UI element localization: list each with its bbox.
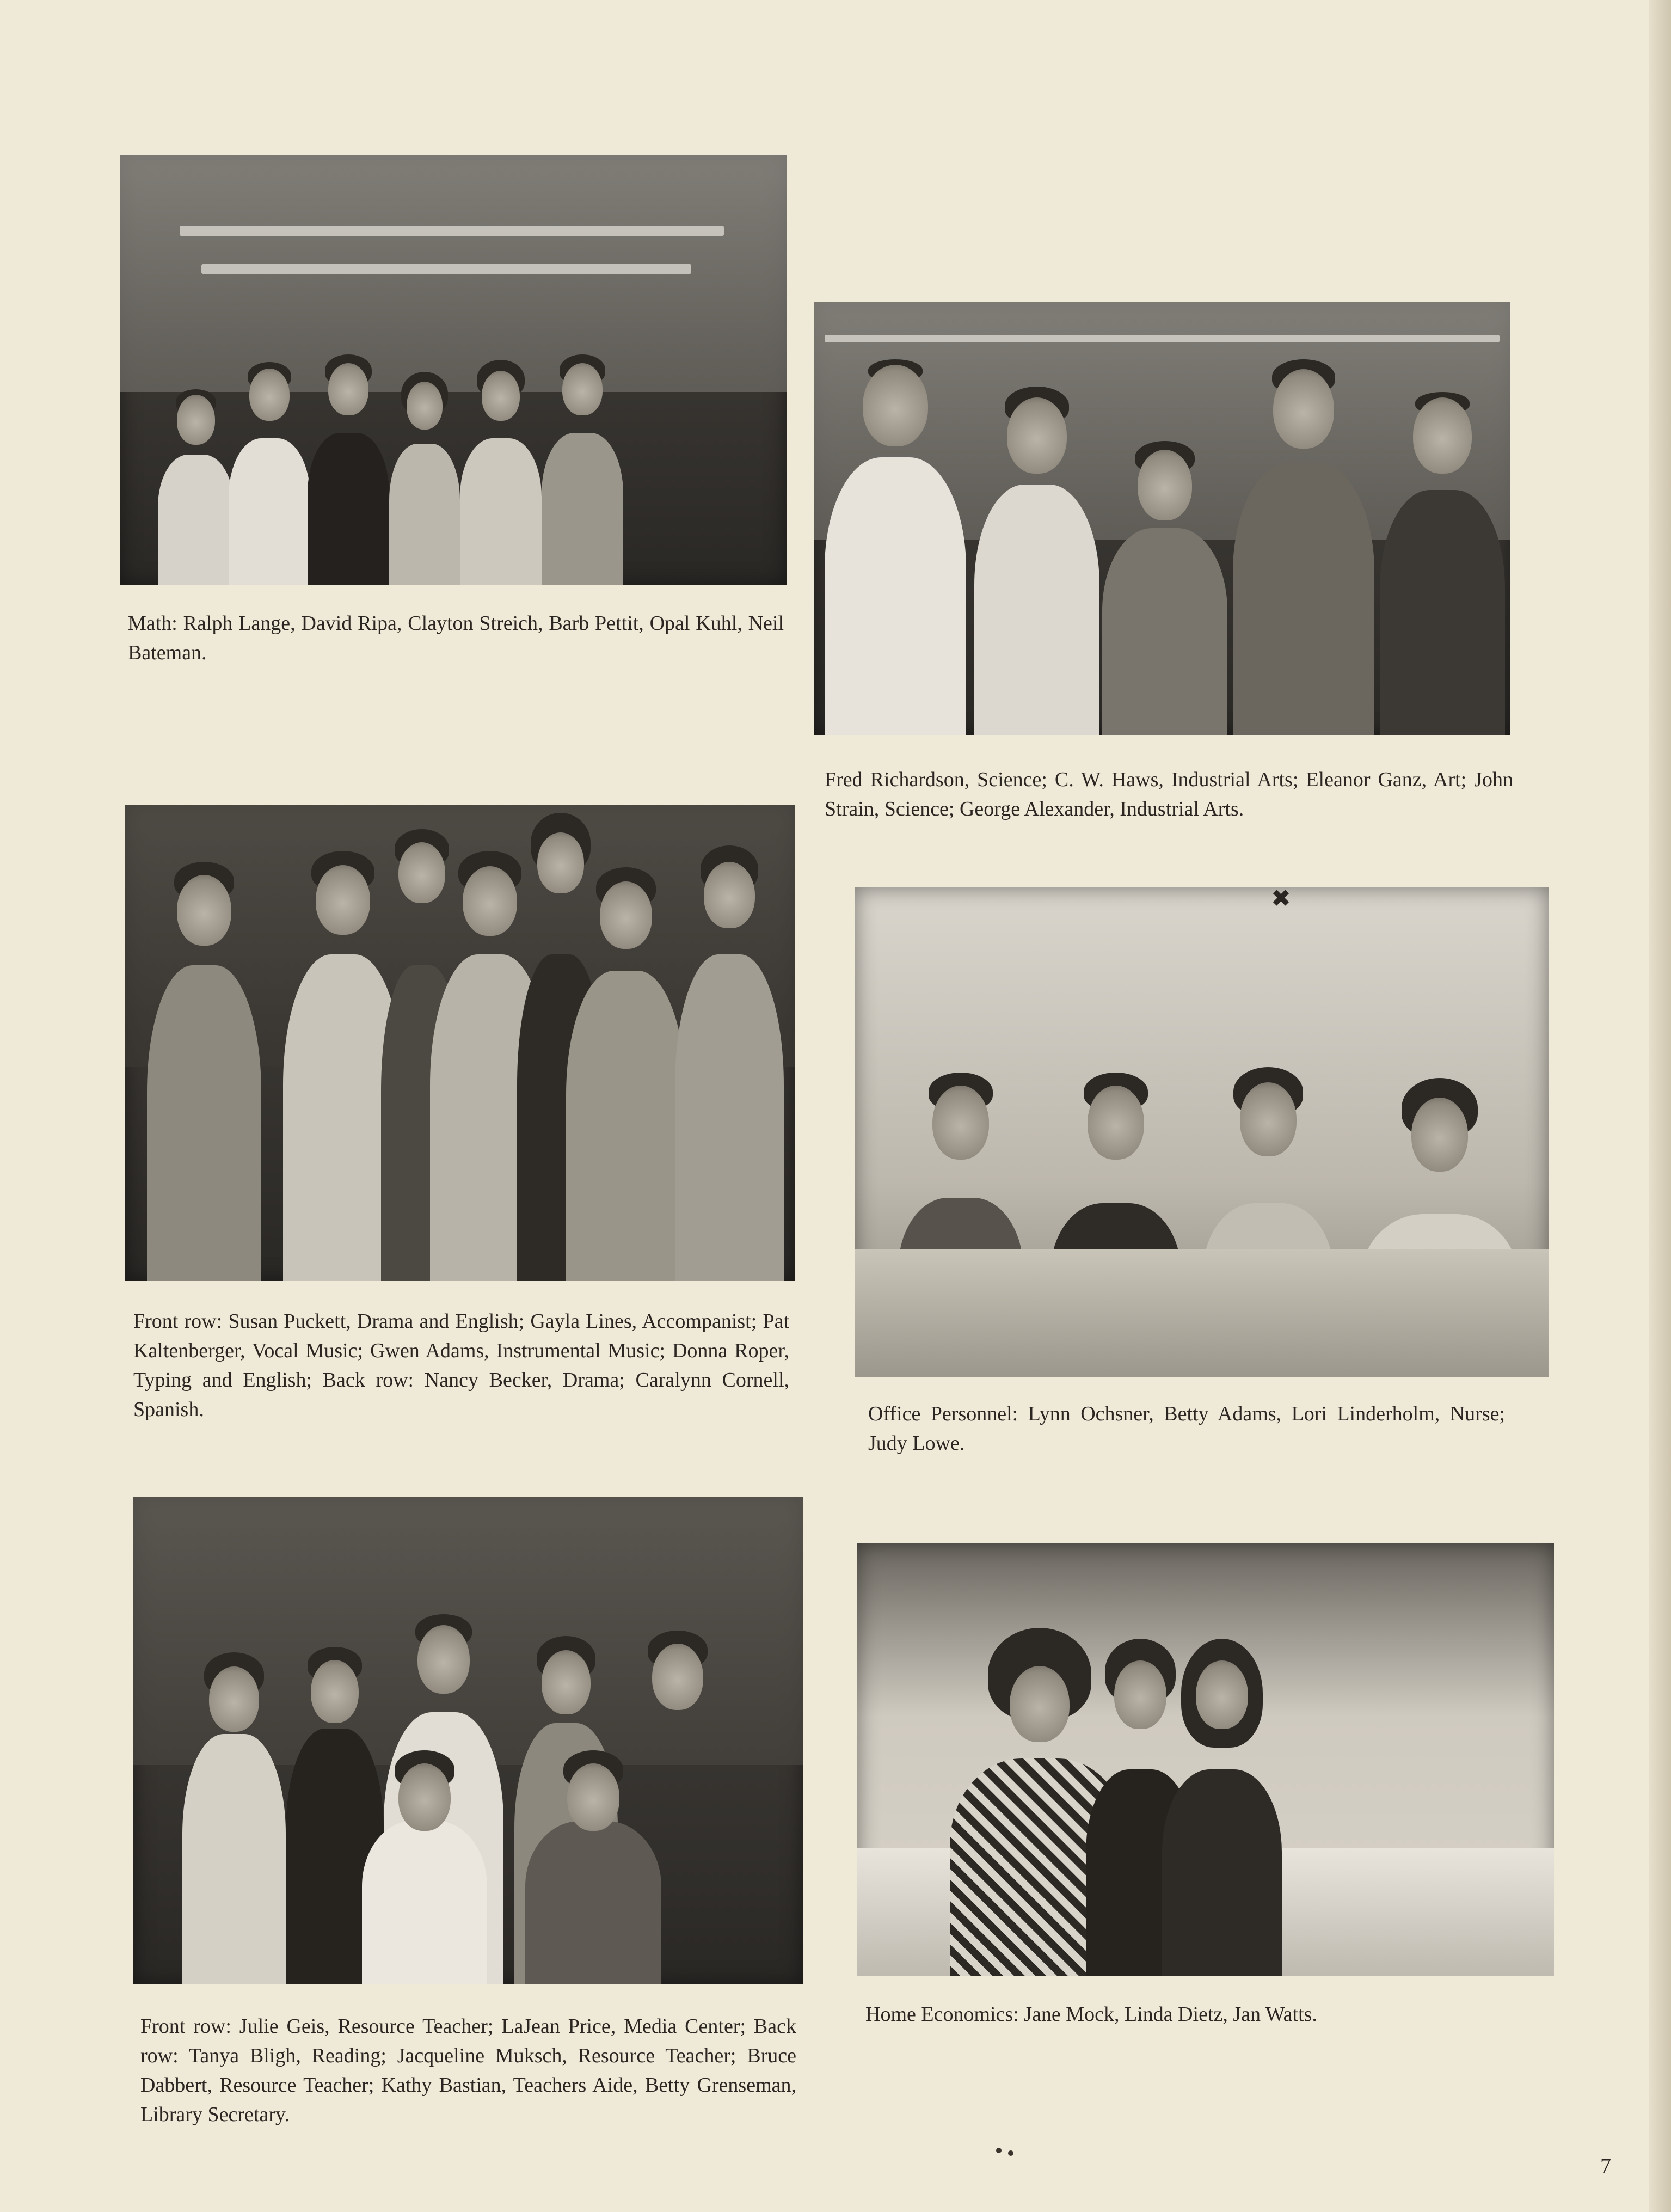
caption-home-ec: Home Economics: Jane Mock, Linda Dietz, Jan Watts. <box>865 2003 1317 2026</box>
caption-science-arts: Fred Richardson, Science; C. W. Haws, Industrial Arts; Eleanor Ganz, Art; John Strain, Science; George Alexander, Industrial Arts. <box>825 768 1513 820</box>
photo-resource <box>133 1497 803 1984</box>
caption-office: Office Personnel: Lynn Ochsner, Betty Adams, Lori Linderholm, Nurse; Judy Lowe. <box>868 1402 1505 1455</box>
caption-resource: Front row: Julie Geis, Resource Teacher; LaJean Price, Media Center; Back row: Tanya Bligh, Reading; Jacqueline Muksch, Resource Teacher; Bruce Dabbert, Resource Teacher; Kathy Bastian, Teachers Aide, Betty Grenseman, Library Secretary. <box>140 2015 796 2126</box>
caption-drama-music: Front row: Susan Puckett, Drama and English; Gayla Lines, Accompanist; Pat Kaltenberger, Vocal Music; Gwen Adams, Instrumental Music; Donna Roper, Typing and English; Back row: Nancy Becker, Drama; Caralynn Cornell, Spanish. <box>133 1310 789 1421</box>
page-number: 7 <box>1600 2154 1611 2178</box>
photo-science-arts <box>814 302 1510 735</box>
print-dot <box>996 2148 1002 2153</box>
photo-home-ec <box>857 1543 1554 1976</box>
caption-math: Math: Ralph Lange, David Ripa, Clayton Streich, Barb Pettit, Opal Kuhl, Neil Bateman. <box>128 612 784 664</box>
print-mark: ✖ <box>1271 885 1291 912</box>
print-dot <box>1008 2150 1013 2156</box>
photo-drama-music <box>125 805 795 1281</box>
photo-math <box>120 155 787 585</box>
photo-office <box>855 887 1549 1377</box>
page-edge <box>1649 0 1671 2212</box>
